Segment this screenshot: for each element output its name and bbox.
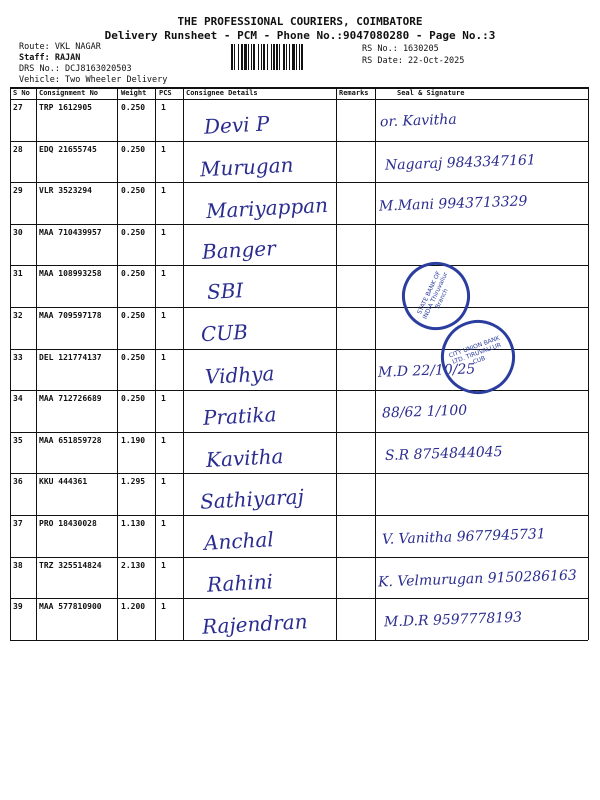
rs-date: RS Date: 22-Oct-2025 <box>362 56 465 66</box>
runsheet-subtitle: Delivery Runsheet - PCM - Phone No.:9047080280 - Page No.:3 <box>104 29 496 42</box>
table-rule <box>183 87 184 640</box>
row-consignee-handwriting: SBI <box>206 278 244 305</box>
row-pcs: 1 <box>161 227 166 237</box>
row-consignment-no: DEL 121774137 <box>39 352 102 362</box>
table-rule <box>10 557 588 558</box>
row-sno: 36 <box>13 477 23 487</box>
drs-label: DRS No.: DCJ8163020503 <box>19 64 132 74</box>
row-pcs: 1 <box>161 519 166 528</box>
row-pcs: 1 <box>161 477 166 487</box>
row-consignment-no: MAA 108993258 <box>39 269 102 279</box>
row-consignee-handwriting: Devi P <box>203 111 270 139</box>
row-consignee-handwriting: Anchal <box>203 527 275 555</box>
row-sno: 30 <box>13 227 23 237</box>
col-header-weight: Weight <box>121 89 147 97</box>
table-rule <box>10 598 588 599</box>
row-signature-handwriting: S.R 8754844045 <box>384 443 503 464</box>
row-pcs: 1 <box>161 560 166 570</box>
row-consignee-handwriting: Mariyappan <box>205 193 329 224</box>
row-consignment-no: PRO 18430028 <box>39 519 97 528</box>
row-consignment-no: EDQ 21655745 <box>39 144 97 154</box>
table-rule <box>336 87 337 640</box>
table-rule <box>10 265 588 266</box>
col-header-consignment: Consignment No <box>39 89 99 97</box>
col-header-remarks: Remarks <box>339 89 369 97</box>
table-rule <box>36 87 37 640</box>
rs-number: RS No.: 1630205 <box>362 44 439 54</box>
vehicle-label: Vehicle: Two Wheeler Delivery <box>19 75 168 85</box>
row-consignee-handwriting: Sathiyaraj <box>199 484 305 515</box>
row-consignment-no: MAA 712726689 <box>39 394 102 404</box>
col-header-pcs: PCS <box>159 89 172 97</box>
row-sno: 38 <box>13 560 23 570</box>
table-rule <box>10 87 11 640</box>
row-pcs: 1 <box>161 394 166 404</box>
row-sno: 37 <box>13 519 23 528</box>
col-header-signature: Seal & Signature <box>397 89 465 97</box>
row-consignment-no: MAA 651859728 <box>39 435 102 445</box>
row-sno: 27 <box>13 103 23 112</box>
table-rule <box>10 141 588 142</box>
row-consignee-handwriting: Rahini <box>206 568 274 597</box>
row-sno: 28 <box>13 144 23 154</box>
table-rule <box>10 99 588 100</box>
row-sno: 29 <box>13 186 23 196</box>
row-sno: 31 <box>13 269 23 279</box>
row-consignee-handwriting: Rajendran <box>201 609 309 639</box>
row-weight: 1.200 <box>121 602 146 612</box>
row-signature-handwriting: M.D 22/10/25 <box>377 360 476 381</box>
row-weight: 0.250 <box>121 227 146 237</box>
row-consignment-no: TRZ 325514824 <box>39 560 102 570</box>
row-weight: 0.250 <box>121 186 146 196</box>
barcode <box>231 44 357 70</box>
table-rule <box>375 87 376 640</box>
row-signature-handwriting: K. Velmurugan 9150286163 <box>377 567 578 591</box>
row-signature-handwriting: M.D.R 9597778193 <box>383 609 523 631</box>
row-consignee-handwriting: CUB <box>200 319 249 347</box>
row-signature-handwriting: M.Mani 9943713329 <box>378 193 528 215</box>
company-title: THE PROFESSIONAL COURIERS, COIMBATORE <box>177 15 423 28</box>
sbi-stamp: STATE BANK OF INDIA Thiruvallur Branch <box>391 251 481 341</box>
route-label: Route: VKL NAGAR <box>19 42 101 52</box>
row-signature-handwriting: or. Kavitha <box>379 111 457 131</box>
table-rule <box>10 307 588 308</box>
row-consignee-handwriting: Vidhya <box>204 360 275 389</box>
row-pcs: 1 <box>161 352 166 362</box>
row-sno: 32 <box>13 311 23 320</box>
staff-label: Staff: RAJAN <box>19 53 81 63</box>
table-rule <box>10 182 588 183</box>
row-weight: 0.250 <box>121 352 146 362</box>
row-weight: 2.130 <box>121 560 146 570</box>
row-consignment-no: KKU 444361 <box>39 477 88 487</box>
row-weight: 0.250 <box>121 311 146 320</box>
row-consignment-no: MAA 709597178 <box>39 311 102 320</box>
row-signature-handwriting: 88/62 1/100 <box>381 402 468 422</box>
row-weight: 1.130 <box>121 519 146 528</box>
row-pcs: 1 <box>161 186 166 196</box>
row-sno: 33 <box>13 352 23 362</box>
row-weight: 0.250 <box>121 394 146 404</box>
table-rule <box>10 390 588 391</box>
row-signature-handwriting: Nagaraj 9843347161 <box>384 151 537 174</box>
table-rule <box>155 87 156 640</box>
row-sno: 39 <box>13 602 23 612</box>
row-pcs: 1 <box>161 269 166 279</box>
table-rule <box>117 87 118 640</box>
row-consignment-no: MAA 710439957 <box>39 227 102 237</box>
row-consignee-handwriting: Banger <box>201 235 277 264</box>
table-rule <box>10 432 588 433</box>
row-weight: 1.190 <box>121 435 146 445</box>
row-consignee-handwriting: Kavitha <box>205 443 284 472</box>
row-pcs: 1 <box>161 311 166 320</box>
row-consignment-no: TRP 1612905 <box>39 103 92 112</box>
row-signature-handwriting: V. Vanitha 9677945731 <box>381 526 546 548</box>
row-pcs: 1 <box>161 435 166 445</box>
row-sno: 34 <box>13 394 23 404</box>
col-header-sno: S No <box>13 89 30 97</box>
row-consignee-handwriting: Murugan <box>199 152 294 182</box>
row-pcs: 1 <box>161 602 166 612</box>
row-pcs: 1 <box>161 144 166 154</box>
row-sno: 35 <box>13 435 23 445</box>
row-consignee-handwriting: Pratika <box>202 402 277 431</box>
row-weight: 0.250 <box>121 103 146 112</box>
table-rule <box>10 224 588 225</box>
row-pcs: 1 <box>161 103 166 112</box>
row-consignment-no: VLR 3523294 <box>39 186 92 196</box>
row-weight: 0.250 <box>121 144 146 154</box>
table-rule <box>10 515 588 516</box>
row-weight: 1.295 <box>121 477 146 487</box>
cub-stamp: CITY UNION BANK LTD. TIRUVALLUR CUB <box>431 310 526 405</box>
table-rule <box>10 640 588 641</box>
row-consignment-no: MAA 577810900 <box>39 602 102 612</box>
col-header-consignee: Consignee Details <box>186 89 258 97</box>
table-rule <box>10 473 588 474</box>
table-rule <box>588 87 589 640</box>
row-weight: 0.250 <box>121 269 146 279</box>
